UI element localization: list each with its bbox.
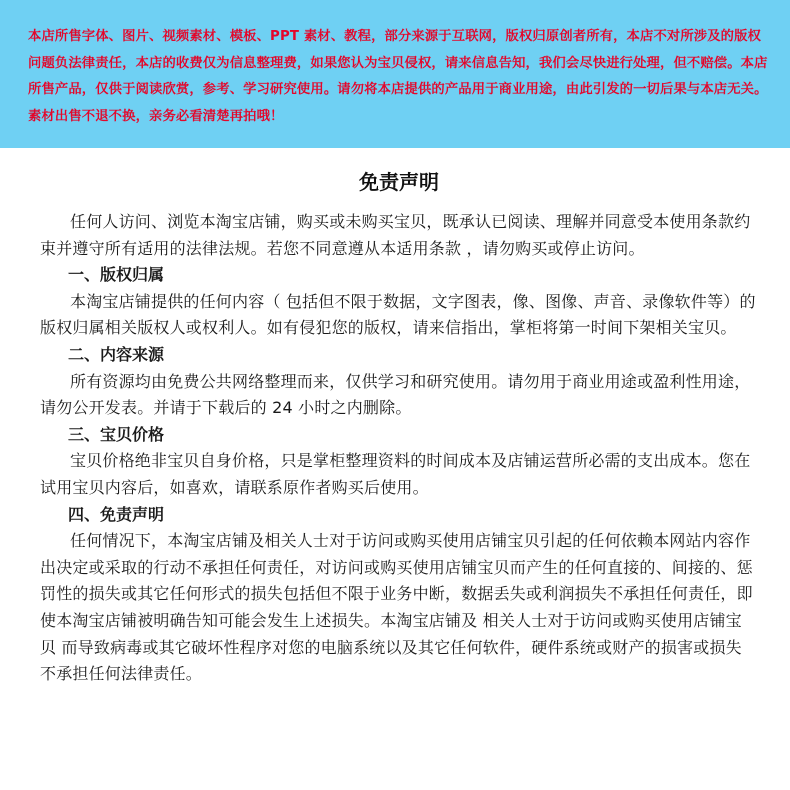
section-heading: 四、免责声明 [68, 504, 165, 524]
document-title: 免责声明 [359, 170, 439, 194]
section-heading: 三、宝贝价格 [68, 424, 165, 444]
section-copyright [40, 262, 758, 342]
section-body: 本淘宝店铺提供的任何内容（ 包括但不限于数据，文字图表，像、图像、声音、录像软件等）的版权归属相关版权人或权利人。如有侵犯您的版权，请来信指出，掌柜将第一时间下架相关宝贝。 [40, 291, 756, 338]
section-heading: 一、版权归属 [68, 265, 165, 285]
section-body: 宝贝价格绝非宝贝自身价格，只是掌柜整理资料的时间成本及店铺运营所必需的支出成本。您在试用宝贝内容后，如喜欢，请联系原作者购买后使用。 [40, 451, 751, 497]
disclaimer-document [0, 148, 790, 688]
section-item-price [40, 422, 758, 502]
section-content-source [40, 342, 758, 422]
notice-text: 本店所售字体、图片、视频素材、模板、PPT 素材、教程，部分来源于互联网，版权归原创者所有，本店不对所涉及的版权问题负法律责任，本店的收费仅为信息整理费，如果您认为宝贝侵权，请来信息告知，我们会尽快进行处理，但不赔偿。本店所售产品，仅供于阅读欣赏，参考、学习研究使用。请勿将本店提供的产品用于商业用途，由此引发的一切后果与本店无关。素材出售不退不换，亲务必看清楚再拍哦！ [28, 29, 768, 124]
intro-paragraph: 任何人访问、浏览本淘宝店铺，购买或未购买宝贝，既承认已阅读、理解并同意受本使用条款约束并遵守所有适用的法律法规。若您不同意遵从本适用条款 ，请勿购买或停止访问。 [40, 212, 751, 258]
section-body: 所有资源均由免费公共网络整理而来，仅供学习和研究使用。请勿用于商业用途或盈利性用途，请勿公开发表。并请于下载后的 24 小时之内删除。 [40, 371, 751, 418]
section-heading: 二、内容来源 [68, 344, 165, 364]
section-disclaimer [40, 502, 758, 688]
notice-banner [0, 0, 790, 148]
section-body: 任何情况下，本淘宝店铺及相关人士对于访问或购买使用店铺宝贝引起的任何依赖本网站内容作出决定或采取的行动不承担任何责任，对访问或购买使用店铺宝贝而产生的任何直接的、间接的、惩罚性的损失或其它任何形式的损失包括但不限于业务中断，数据丢失或利润损失不承担任何责任，即使本淘宝店铺被明确告知可能会发生上述损失。本淘宝店铺及 相关人士对于访问或购买使用店铺宝贝 而导致病毒或其它破坏性程序对您的电脑系统以及其它任何软件，硬件系统或财产的损害或损失不承担任何法律责任。 [40, 531, 753, 684]
